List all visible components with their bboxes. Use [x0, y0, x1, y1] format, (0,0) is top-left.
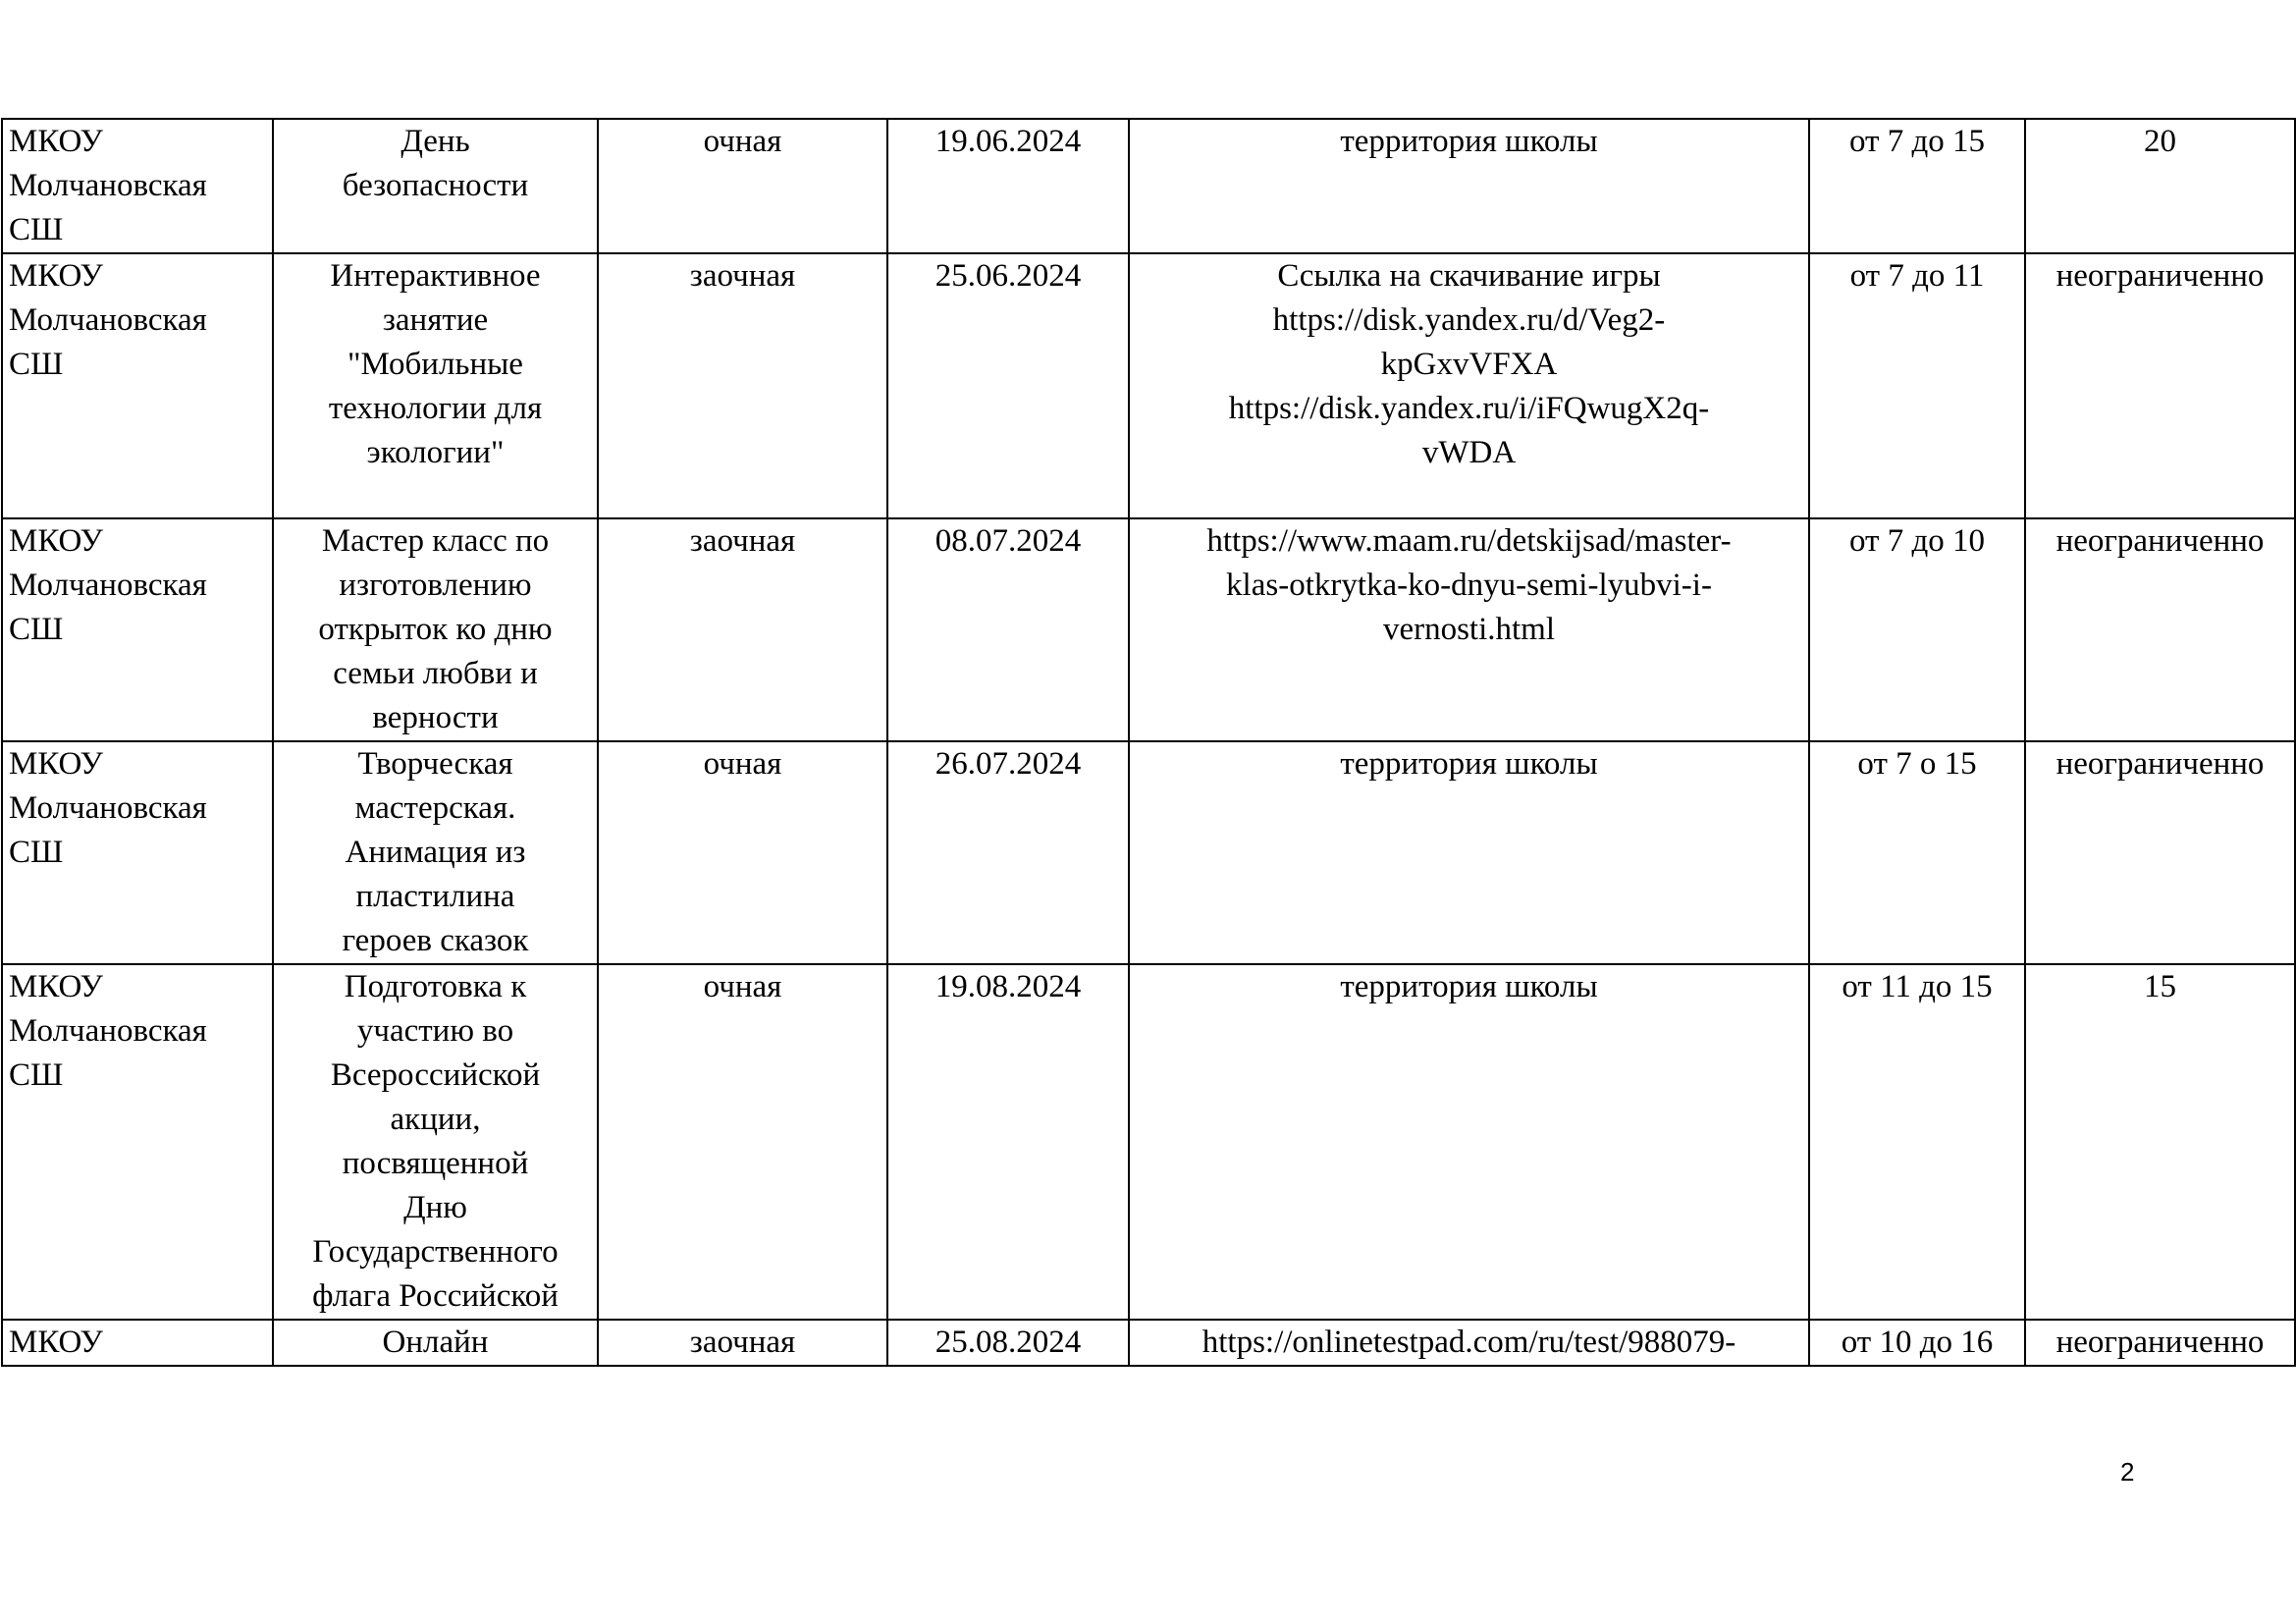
cell-line: МКОУ [9, 124, 103, 159]
cell-organization [2, 741, 273, 964]
cell-line: Анимация из [345, 835, 526, 870]
cell-form: заочная [598, 518, 887, 741]
cell-line: Молчановская [9, 568, 207, 603]
cell-event [273, 253, 598, 518]
cell-line: участию во [356, 1013, 514, 1049]
cell-line: Подготовка к [344, 969, 527, 1004]
cell-line: акции, [390, 1102, 481, 1137]
cell-line: Интерактивное [330, 258, 541, 294]
cell-participants: неограниченно [2025, 518, 2295, 741]
cell-line: открыток ко дню [318, 612, 553, 647]
cell-line: "Мобильные [347, 347, 523, 382]
cell-line: kpGxvVFXA [1380, 347, 1558, 382]
cell-form: заочная [598, 253, 887, 518]
cell-line: https://disk.yandex.ru/d/Veg2- [1272, 302, 1666, 338]
table-body [2, 119, 2295, 1366]
cell-line: пластилина [355, 879, 515, 914]
cell-line: Молчановская [9, 1013, 207, 1049]
cell-age: от 10 до 16 [1809, 1320, 2025, 1366]
cell-event [273, 1320, 598, 1366]
cell-place [1129, 964, 1809, 1320]
cell-line: СШ [9, 835, 64, 870]
cell-form: очная [598, 964, 887, 1320]
cell-date: 26.07.2024 [887, 741, 1129, 964]
cell-age: от 7 до 11 [1809, 253, 2025, 518]
cell-age: от 7 до 15 [1809, 119, 2025, 253]
cell-line: территория школы [1340, 969, 1598, 1004]
cell-line: vWDA [1421, 435, 1517, 470]
cell-age: от 7 до 10 [1809, 518, 2025, 741]
cell-age: от 11 до 15 [1809, 964, 2025, 1320]
cell-line: Молчановская [9, 168, 207, 203]
cell-participants: неограниченно [2025, 253, 2295, 518]
cell-line: https://disk.yandex.ru/i/iFQwugX2q- [1228, 391, 1710, 426]
cell-line: территория школы [1340, 124, 1598, 159]
cell-organization [2, 964, 273, 1320]
cell-line: МКОУ [9, 258, 103, 294]
cell-line: Всероссийской [330, 1057, 541, 1093]
table-row [2, 518, 2295, 741]
cell-line: экологии" [366, 435, 505, 470]
cell-age: от 7 о 15 [1809, 741, 2025, 964]
cell-line: МКОУ [9, 746, 103, 782]
cell-line: технологии для [328, 391, 543, 426]
cell-line: День [400, 124, 470, 159]
cell-event [273, 964, 598, 1320]
cell-line: СШ [9, 1057, 64, 1093]
table-row [2, 119, 2295, 253]
cell-organization [2, 253, 273, 518]
cell-line: изготовлению [339, 568, 532, 603]
cell-line: героев сказок [342, 923, 529, 958]
cell-place [1129, 518, 1809, 741]
cell-line: Государственного [312, 1234, 559, 1270]
cell-organization [2, 1320, 273, 1366]
cell-line: Ссылка на скачивание игры [1277, 258, 1661, 294]
cell-organization [2, 518, 273, 741]
cell-place [1129, 119, 1809, 253]
cell-line: vernosti.html [1382, 612, 1556, 647]
cell-line: СШ [9, 212, 64, 247]
cell-participants: 15 [2025, 964, 2295, 1320]
cell-place [1129, 741, 1809, 964]
cell-participants: неограниченно [2025, 741, 2295, 964]
cell-event [273, 119, 598, 253]
cell-line: Молчановская [9, 302, 207, 338]
cell-date: 25.08.2024 [887, 1320, 1129, 1366]
table-row [2, 741, 2295, 964]
cell-line: Молчановская [9, 790, 207, 826]
cell-line: занятие [382, 302, 489, 338]
cell-line: СШ [9, 612, 64, 647]
cell-line: Онлайн [382, 1325, 489, 1360]
cell-line: семьи любви и [333, 656, 538, 691]
cell-date: 19.06.2024 [887, 119, 1129, 253]
cell-line: klas-otkrytka-ko-dnyu-semi-lyubvi-i- [1226, 568, 1712, 603]
cell-place [1129, 1320, 1809, 1366]
cell-line: Мастер класс по [321, 523, 550, 559]
cell-line: Дню [403, 1190, 467, 1225]
cell-date: 08.07.2024 [887, 518, 1129, 741]
page-number: 2 [2120, 1457, 2135, 1487]
cell-form: очная [598, 119, 887, 253]
cell-organization [2, 119, 273, 253]
cell-event [273, 518, 598, 741]
cell-participants: 20 [2025, 119, 2295, 253]
cell-line: МКОУ [9, 1325, 103, 1360]
cell-line: посвященной [342, 1146, 529, 1181]
table-row [2, 1320, 2295, 1366]
table-row [2, 964, 2295, 1320]
cell-line: СШ [9, 347, 64, 382]
cell-form: заочная [598, 1320, 887, 1366]
cell-line: МКОУ [9, 523, 103, 559]
cell-line: территория школы [1340, 746, 1598, 782]
events-table [1, 118, 2296, 1367]
cell-line: Творческая [357, 746, 513, 782]
cell-line: МКОУ [9, 969, 103, 1004]
table-row [2, 253, 2295, 518]
cell-place [1129, 253, 1809, 518]
cell-line: https://www.maam.ru/detskijsad/master- [1206, 523, 1732, 559]
cell-participants: неограниченно [2025, 1320, 2295, 1366]
cell-line: безопасности [342, 168, 529, 203]
cell-date: 25.06.2024 [887, 253, 1129, 518]
cell-line: мастерская. [354, 790, 516, 826]
cell-form: очная [598, 741, 887, 964]
cell-line: верности [372, 700, 499, 735]
cell-line: флага Российской [312, 1278, 559, 1314]
cell-date: 19.08.2024 [887, 964, 1129, 1320]
cell-line: https://onlinetestpad.com/ru/test/988079- [1201, 1325, 1736, 1360]
cell-event [273, 741, 598, 964]
